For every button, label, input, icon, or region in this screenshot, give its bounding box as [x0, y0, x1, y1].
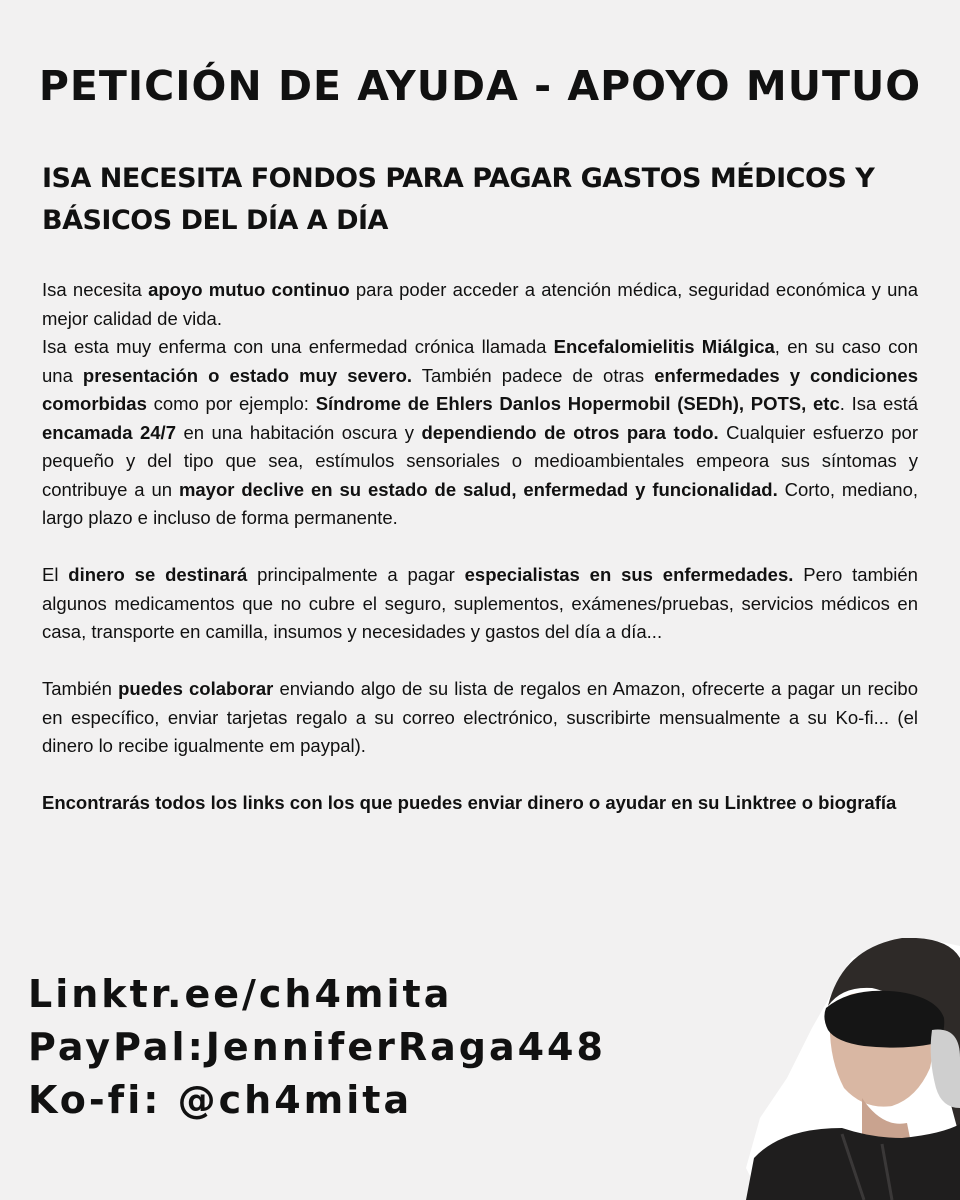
paragraph-money-use: El dinero se destinará principalmente a pagar especialistas en sus enfermedades. Pero también algunos medicamentos que no cubre el seguro, suplementos, exámenes/pruebas, servicios médicos en casa, transporte en camilla, insumos y necesidades y gastos del día a día... [42, 564, 918, 642]
paragraph-collaborate: También puedes colaborar enviando algo de su lista de regalos en Amazon, ofrecerte a pagar un recibo en específico, enviar tarjetas regalo a su correo electrónico, suscribirte mensualmente a su Ko-fi... (el dinero lo recibe igualmente em paypal). [42, 678, 918, 756]
page-subtitle: ISA NECESITA FONDOS PARA PAGAR GASTOS MÉDICOS Y BÁSICOS DEL DÍA A DÍA [42, 163, 875, 236]
person-photo [732, 938, 960, 1200]
kofi-link[interactable]: Ko-fi: @ch4mita [28, 1078, 413, 1122]
body-text [42, 276, 918, 846]
linktree-link[interactable]: Linktr.ee/ch4mita [28, 972, 453, 1016]
paragraph-condition: Isa esta muy enferma con una enfermedad crónica llamada Encefalomielitis Miálgica, en su caso con una presentación o estado muy severo. También padece de otras enfermedades y condiciones comorbidas como por ejemplo: Síndrome de Ehlers Danlos Hopermobil (SEDh), POTS, etc. Isa está encamada 24/7 en una habitación oscura y dependiendo de otros para todo. Cualquier esfuerzo por pequeño y del tipo que sea, estímulos sensoriales o medioambientales empeora sus síntomas y contribuye a un mayor declive en su estado de salud, enfermedad y funcionalidad. Corto, mediano, largo plazo e incluso de forma permanente. [42, 336, 919, 528]
paragraph-links-note: Encontrarás todos los links con los que puedes enviar dinero o ayudar en su Linktree o biografía [42, 792, 897, 813]
page-title: PETICIÓN DE AYUDA - APOYO MUTUO [38, 62, 922, 110]
paypal-link[interactable]: PayPal:JenniferRaga448 [28, 1025, 606, 1069]
paragraph-intro: Isa necesita apoyo mutuo continuo para poder acceder a atención médica, seguridad económica y una mejor calidad de vida. [42, 279, 918, 329]
links-block [28, 968, 606, 1127]
